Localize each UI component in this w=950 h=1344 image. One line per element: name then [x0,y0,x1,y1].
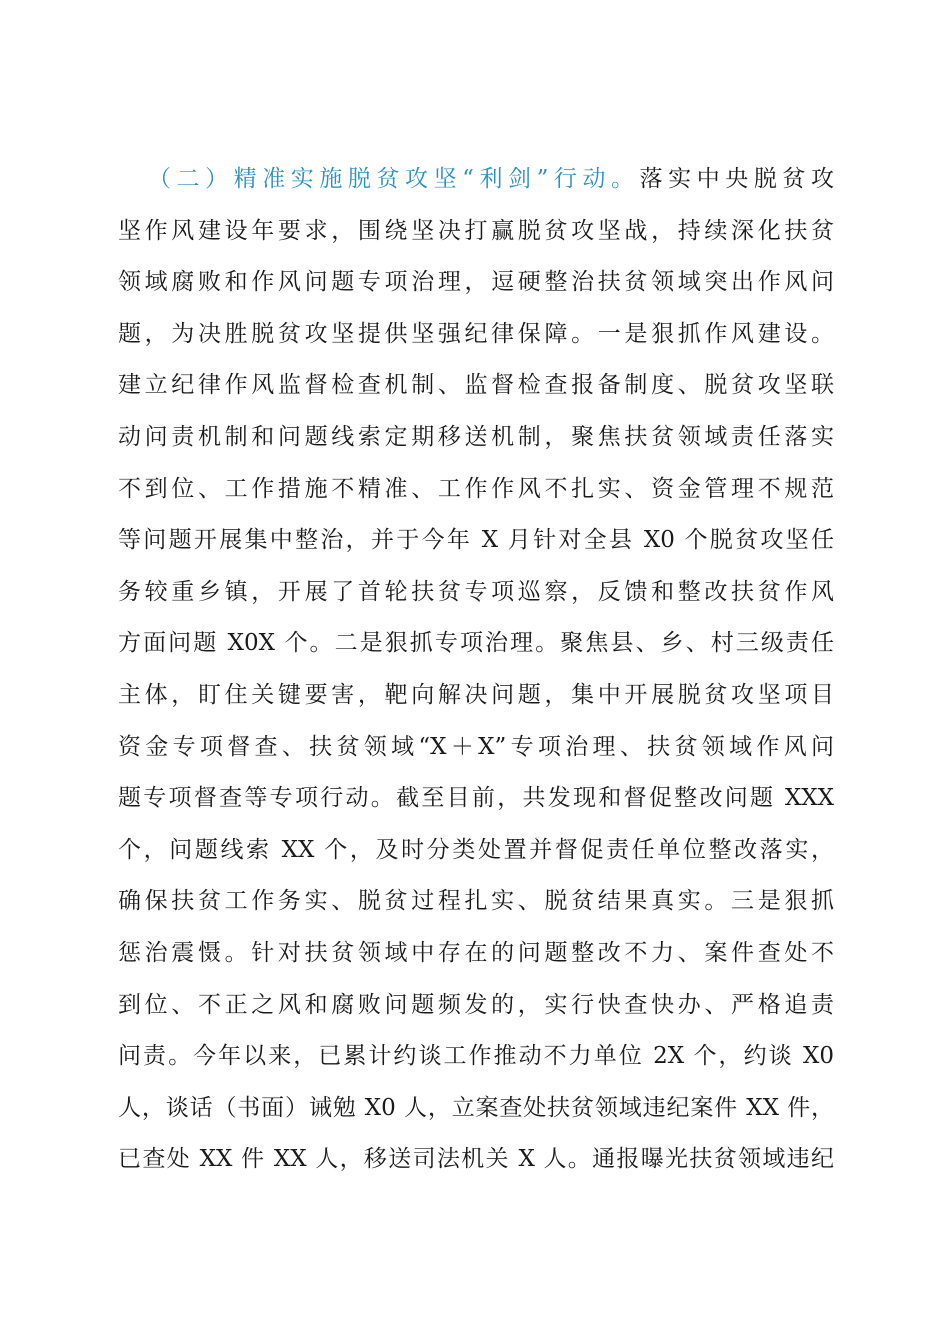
paragraph-line-7: 不到位、工作措施不精准、工作作风不扎实、资金管理不规范 [118,475,834,502]
paragraph-text: 落实中央脱贫攻 [639,166,834,192]
paragraph-line-13: 题专项督查等专项行动。截至目前，共发现和督促整改问题 XXX [118,785,834,812]
paragraph-line-19: 人，谈话（书面）诫勉 X0 人，立案查处扶贫领域违纪案件 XX 件， [118,1094,834,1121]
paragraph-line-18: 问责。今年以来，已累计约谈工作推动不力单位 2X 个，约谈 X0 [118,1043,834,1070]
paragraph-line-14: 个，问题线索 XX 个，及时分类处置并督促责任单位整改落实， [118,836,834,863]
paragraph-line-5: 建立纪律作风监督检查机制、监督检查报备制度、脱贫攻坚联 [118,372,834,399]
paragraph-line-16: 惩治震慑。针对扶贫领域中存在的问题整改不力、案件查处不 [118,939,834,966]
paragraph-line-8: 等问题开展集中整治，并于今年 X 月针对全县 X0 个脱贫攻坚任 [118,527,834,554]
paragraph-line-10: 方面问题 X0X 个。二是狠抓专项治理。聚焦县、乡、村三级责任 [118,630,834,657]
body-paragraph [118,154,834,1186]
section-heading: （二）精准实施脱贫攻坚“利剑”行动。 [148,166,640,192]
paragraph-line-9: 务较重乡镇，开展了首轮扶贫专项巡察，反馈和整改扶贫作风 [118,578,834,605]
paragraph-line-11: 主体，盯住关键要害，靶向解决问题，集中开展脱贫攻坚项目 [118,681,834,708]
paragraph-line-1 [118,154,834,206]
paragraph-line-17: 到位、不正之风和腐败问题频发的，实行快查快办、严格追责 [118,991,834,1018]
paragraph-line-20: 已查处 XX 件 XX 人，移送司法机关 X 人。通报曝光扶贫领域违纪 [118,1146,834,1173]
paragraph-line-6: 动问责机制和问题线索定期移送机制，聚焦扶贫领域责任落实 [118,423,834,450]
paragraph-line-4: 题，为决胜脱贫攻坚提供坚强纪律保障。一是狠抓作风建设。 [118,320,834,347]
paragraph-line-12: 资金专项督查、扶贫领域“X＋X”专项治理、扶贫领域作风问 [118,733,834,760]
paragraph-line-2: 坚作风建设年要求，围绕坚决打赢脱贫攻坚战，持续深化扶贫 [118,217,834,244]
paragraph-line-3: 领域腐败和作风问题专项治理，逗硬整治扶贫领域突出作风问 [118,269,834,296]
paragraph-line-15: 确保扶贫工作务实、脱贫过程扎实、脱贫结果真实。三是狠抓 [118,888,834,915]
